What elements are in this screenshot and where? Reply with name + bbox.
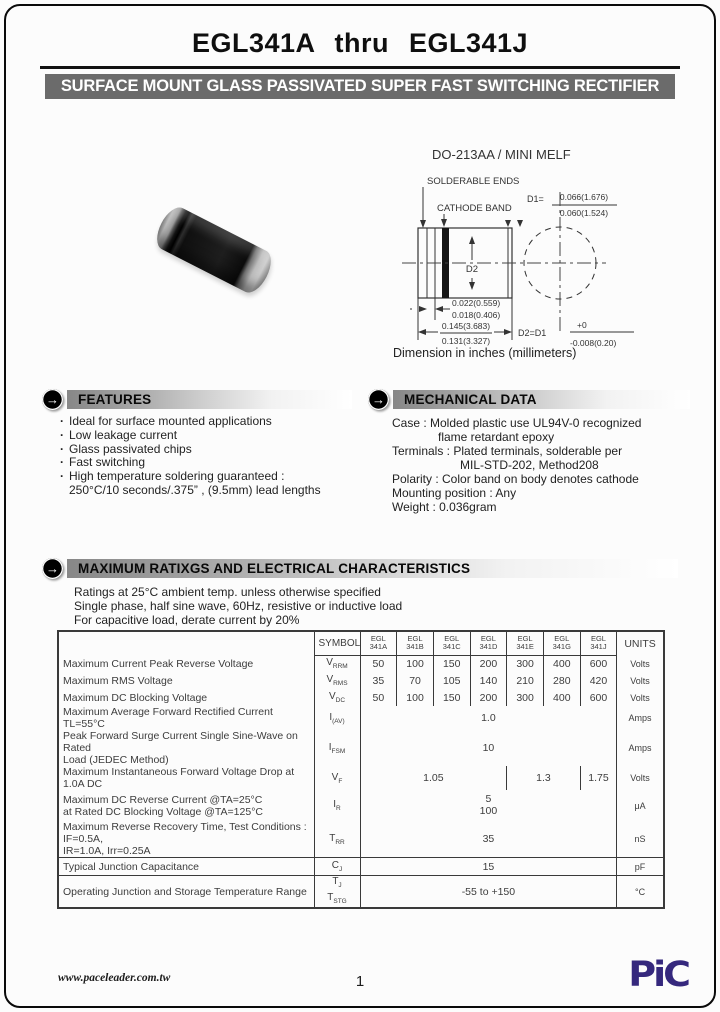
length-max: 0.145(3.683) <box>441 321 491 331</box>
table-row-vrrm <box>58 655 664 672</box>
unit-cell: Volts <box>617 655 664 672</box>
row-label: Operating Junction and Storage Temperature Range <box>58 876 314 909</box>
row-label: Maximum Average Forward Rectified Current TL=55°C <box>63 706 273 730</box>
features-band <box>67 390 352 409</box>
d2d1-plus: +0 <box>577 320 587 330</box>
note-line: Single phase, half sine wave, 60Hz, resistive or inductive load <box>74 599 403 613</box>
row-label: Maximum Reverse Recovery Time, Test Conditions : IF=0.5A, IR=1.0A, Irr=0.25A <box>63 821 307 857</box>
note-line: For capacitive load, derate current by 20% <box>74 613 300 627</box>
cell: 150 <box>433 689 470 706</box>
mech-line: MIL-STD-202, Method208 <box>460 458 599 472</box>
cell: 50 <box>360 689 397 706</box>
cell: 1.75 <box>580 766 617 790</box>
cell: 1.3 <box>507 766 580 790</box>
cell: 400 <box>543 655 580 672</box>
ratings-heading: MAXIMUM RATIXGS AND ELECTRICAL CHARACTERISTICS <box>78 561 471 576</box>
units-header: UNITS <box>617 631 664 655</box>
cell: 50 <box>360 655 397 672</box>
cell: 100 <box>397 689 434 706</box>
cell: 400 <box>543 689 580 706</box>
features-list <box>60 415 321 498</box>
mech-line: Mounting position : Any <box>392 486 517 500</box>
mech-line: flame retardant epoxy <box>438 430 555 444</box>
row-symbol: $V_F$ <box>314 766 360 790</box>
feature-item: · Glass passivated chips <box>60 443 321 457</box>
unit-cell: Amps <box>617 730 664 766</box>
row-symbol: $V_{RMS}$ <box>314 672 360 689</box>
website-url: www.paceleader.com.tw <box>58 972 171 984</box>
unit-cell: Volts <box>617 766 664 790</box>
cell: 1.05 <box>360 766 507 790</box>
mechanical-band <box>393 390 690 409</box>
part-header-341D: EGL 341D <box>470 631 507 655</box>
symbol-header: SYMBOL <box>314 631 360 655</box>
part-header-341J: EGL 341J <box>580 631 617 655</box>
row-symbol: $V_{RRM}$ <box>314 655 360 672</box>
unit-cell: pF <box>617 858 664 876</box>
ratings-table <box>57 630 665 909</box>
features-heading: FEATURES <box>78 392 152 407</box>
feature-item-continuation: 250°C/10 seconds/.375” , (9.5mm) lead lengths <box>69 482 321 497</box>
part-header-341E: EGL 341E <box>507 631 544 655</box>
mechanical-section-header <box>368 389 690 410</box>
table-row-iav <box>58 706 664 730</box>
table-row-tj <box>58 876 664 909</box>
mech-line: Terminals : Plated terminals, solderable per <box>392 444 623 458</box>
unit-cell: Amps <box>617 706 664 730</box>
part-header-341G: EGL 341G <box>543 631 580 655</box>
d1-label: D1= <box>527 194 544 204</box>
pic-logo: PiC <box>628 953 688 995</box>
ratings-section-header <box>42 558 678 579</box>
row-label: Maximum Current Peak Reverse Voltage <box>63 657 254 670</box>
part-header-341A: EGL 341A <box>360 631 397 655</box>
row-symbol: $C_J$ <box>314 858 360 876</box>
part-header-341B: EGL 341B <box>397 631 434 655</box>
cell: 10 <box>360 730 617 766</box>
cell: 200 <box>470 689 507 706</box>
row-label: Maximum DC Blocking Voltage <box>63 691 208 704</box>
unit-cell: Volts <box>617 689 664 706</box>
table-row-trr <box>58 821 664 858</box>
row-label: Maximum RMS Voltage <box>63 674 173 687</box>
table-row-ir <box>58 790 664 821</box>
band-min: 0.018(0.406) <box>452 310 501 320</box>
row-symbol: $T_{RR}$ <box>314 821 360 858</box>
cell: 150 <box>433 655 470 672</box>
cell: 200 <box>470 655 507 672</box>
arrow-icon: → <box>42 558 63 579</box>
cell: 35 <box>360 672 397 689</box>
cell: 600 <box>580 655 617 672</box>
table-corner <box>58 631 314 655</box>
features-section-header <box>42 389 352 410</box>
feature-item: · Ideal for surface mounted applications <box>60 415 321 429</box>
cell: 15 <box>360 858 617 876</box>
cell: 140 <box>470 672 507 689</box>
mechanical-data-text <box>392 416 641 514</box>
package-drawing <box>396 140 710 364</box>
page-number: 1 <box>355 973 365 990</box>
mechanical-heading: MECHANICAL DATA <box>404 392 537 407</box>
feature-item: · Low leakage current <box>60 429 321 443</box>
cell: 35 <box>360 821 617 858</box>
cell: 420 <box>580 672 617 689</box>
row-symbol: $I_R$ <box>314 790 360 821</box>
d2-label: D2 <box>465 264 479 275</box>
table-row-vf <box>58 766 664 790</box>
mech-line: Case : Molded plastic use UL94V-0 recognized <box>392 416 642 430</box>
solderable-ends-label: SOLDERABLE ENDS <box>427 176 520 187</box>
row-label: Peak Forward Surge Current Single Sine-Wave on Rated Load (JEDEC Method) <box>63 730 298 766</box>
length-min: 0.131(3.327) <box>441 336 491 346</box>
cell: 300 <box>507 689 544 706</box>
row-symbol: $I_{(AV)}$ <box>314 706 360 730</box>
table-header-row <box>58 631 664 655</box>
cell: 5 100 <box>360 790 617 821</box>
subtitle-banner: SURFACE MOUNT GLASS PASSIVATED SUPER FAST SWITCHING RECTIFIER <box>45 74 675 99</box>
cell: 600 <box>580 689 617 706</box>
cathode-band-label: CATHODE BAND <box>437 203 512 214</box>
table-row-cj <box>58 858 664 876</box>
ratings-notes <box>74 585 402 627</box>
row-label: Maximum Instantaneous Forward Voltage Drop at 1.0A DC <box>63 766 295 790</box>
cell: 105 <box>433 672 470 689</box>
mech-line: Weight : 0.036gram <box>392 500 497 514</box>
cell: -55 to +150 <box>360 876 617 909</box>
feature-item: · Fast switching <box>60 456 321 470</box>
table-row-vdc <box>58 689 664 706</box>
feature-item: · High temperature soldering guaranteed : <box>60 470 321 484</box>
diode-photo <box>145 195 285 307</box>
d1-min: 0.060(1.524) <box>559 208 609 218</box>
cell: 100 <box>397 655 434 672</box>
cell: 300 <box>507 655 544 672</box>
arrow-icon: → <box>368 389 389 410</box>
unit-cell: nS <box>617 821 664 858</box>
note-line: Ratings at 25°C ambient temp. unless otherwise specified <box>74 585 381 599</box>
ratings-band <box>67 559 678 578</box>
row-symbol: $T_J$ $T_{STG}$ <box>314 876 360 909</box>
cell: 70 <box>397 672 434 689</box>
cell: 280 <box>543 672 580 689</box>
cell: 210 <box>507 672 544 689</box>
package-name-label: DO-213AA / MINI MELF <box>432 147 571 162</box>
unit-cell: Volts <box>617 672 664 689</box>
d2d1-label: D2=D1 <box>518 328 547 338</box>
mech-line: Polarity : Color band on body denotes cathode <box>392 472 639 486</box>
row-symbol: $V_{DC}$ <box>314 689 360 706</box>
title-divider <box>40 66 680 69</box>
cell: 1.0 <box>360 706 617 730</box>
d1-max: 0.066(1.676) <box>559 192 609 202</box>
table-row-vrms <box>58 672 664 689</box>
d2d1-minus: -0.008(0.20) <box>570 338 617 348</box>
diode-body-image <box>151 203 277 298</box>
dimension-note: Dimension in inches (millimeters) <box>393 346 577 360</box>
unit-cell: μA <box>617 790 664 821</box>
arrow-icon: → <box>42 389 63 410</box>
row-label: Typical Junction Capacitance <box>58 858 314 876</box>
row-label: Maximum DC Reverse Current @TA=25°C at Rated DC Blocking Voltage @TA=125°C <box>63 793 263 818</box>
band-max: 0.022(0.559) <box>452 298 501 308</box>
part-header-341C: EGL 341C <box>433 631 470 655</box>
table-row-ifsm <box>58 730 664 766</box>
row-symbol: $I_{FSM}$ <box>314 730 360 766</box>
page-title: EGL341A thru EGL341J <box>191 28 529 58</box>
unit-cell: °C <box>617 876 664 909</box>
